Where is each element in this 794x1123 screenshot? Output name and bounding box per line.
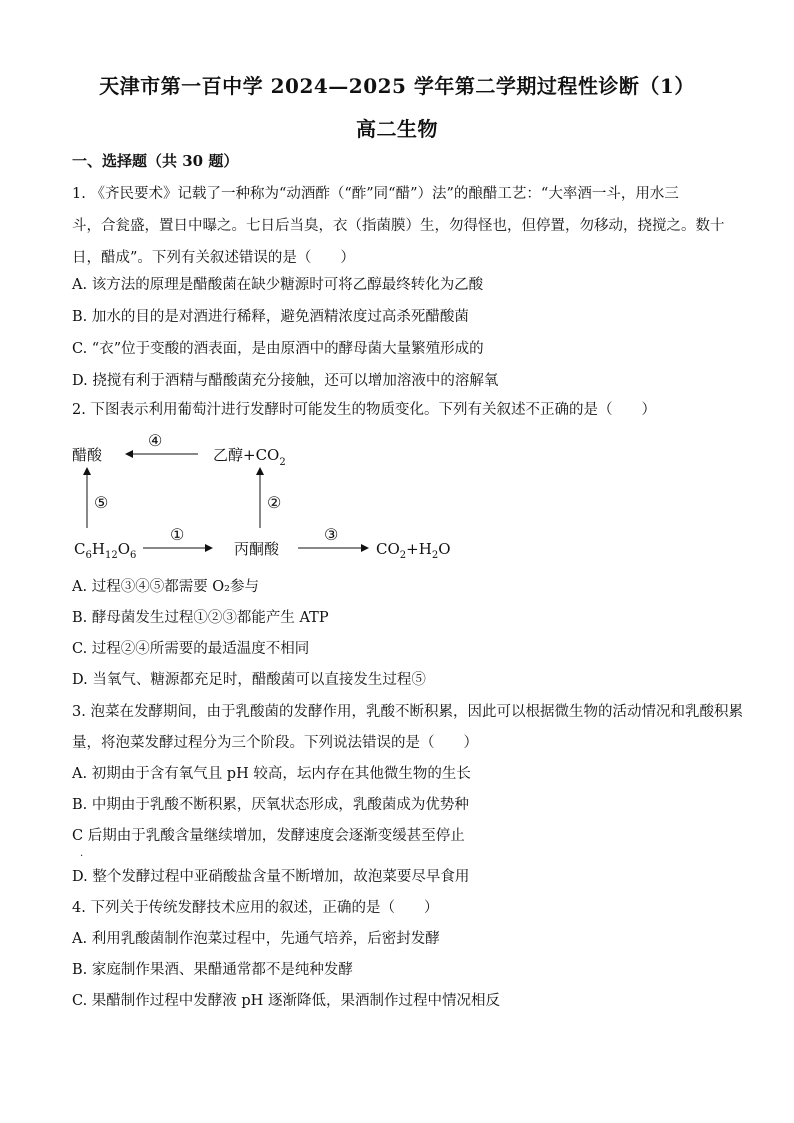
step-1-label: ① xyxy=(170,525,185,544)
q4-option-a: A. 利用乳酸菌制作泡菜过程中，先通气培养，后密封发酵 xyxy=(72,931,440,947)
ethanol-co2-label: 乙醇$+CO_2$ xyxy=(213,446,286,468)
q1-option-a: A. 该方法的原理是醋酸菌在缺少糖源时可将乙醇最终转化为乙酸 xyxy=(72,277,484,293)
q1-stem-line-2: 斗，合瓮盛，置日中曝之。七日后当臭，衣（指菌膜）生，勿得怪也，但停置，勿移动，挠搅之。数十 xyxy=(72,218,725,234)
q2-option-c: C. 过程②④所需要的最适温度不相同 xyxy=(72,641,310,657)
q1-option-d: D. 挠搅有利于酒精与醋酸菌充分接触，还可以增加溶液中的溶解氧 xyxy=(72,373,499,389)
q3-option-c: C 后期由于乳酸含量继续增加，发酵速度会逐渐变缓甚至停止 xyxy=(72,828,465,844)
q2-option-b: B. 酵母菌发生过程①②③都能产生 ATP xyxy=(72,610,329,626)
q2-option-d: D. 当氧气、糖源都充足时，醋酸菌可以直接发生过程⑤ xyxy=(72,672,426,688)
step-5-label: ⑤ xyxy=(94,493,109,512)
q4-option-c: C. 果醋制作过程中发酵液 pH 逐渐降低，果酒制作过程中情况相反 xyxy=(72,993,500,1009)
q2-stem: 2. 下图表示利用葡萄汁进行发酵时可能发生的物质变化。下列有关叙述不正确的是（ ） xyxy=(72,402,656,418)
q3-option-a: A. 初期由于含有氧气且 pH 较高，坛内存在其他微生物的生长 xyxy=(72,766,471,782)
q3-option-b: B. 中期由于乳酸不断积累，厌氧状态形成，乳酸菌成为优势种 xyxy=(72,797,469,813)
q2-option-a: A. 过程③④⑤都需要 O₂参与 xyxy=(72,579,259,595)
stray-mark: . xyxy=(80,848,84,859)
q4-option-b: B. 家庭制作果酒、果醋通常都不是纯种发酵 xyxy=(72,962,353,978)
step-4-label: ④ xyxy=(148,431,163,450)
step-3-label: ③ xyxy=(324,525,339,544)
document-title: 天津市第一百中学 2024—2025 学年第二学期过程性诊断（1） xyxy=(99,74,695,98)
co2-h2o-label: $CO_2+H_2O$ xyxy=(376,540,451,561)
q1-stem-line-1: 1. 《齐民要术》记载了一种称为“动酒酢（“酢”同“醋”）法”的酿醋工艺：“大率酒一斗，用水三 xyxy=(72,186,679,202)
document-subtitle: 高二生物 xyxy=(356,117,438,141)
section-heading: 一、选择题（共 30 题） xyxy=(72,152,239,170)
q1-option-b: B. 加水的目的是对酒进行稀释，避免酒精浓度过高杀死醋酸菌 xyxy=(72,309,469,325)
pyruvate-label: 丙酮酸 xyxy=(234,540,280,558)
acetic-acid-label: 醋酸 xyxy=(72,446,103,464)
glucose-label: $C_6H_{12}O_6$ xyxy=(74,540,137,561)
q1-option-c: C. “衣”位于变酸的酒表面，是由原酒中的酵母菌大量繁殖形成的 xyxy=(72,341,484,357)
fermentation-pathway-diagram xyxy=(60,428,480,568)
q3-option-d: D. 整个发酵过程中亚硝酸盐含量不断增加，故泡菜要尽早食用 xyxy=(72,869,470,885)
q3-stem-line-2: 量，将泡菜发酵过程分为三个阶段。下列说法错误的是（ ） xyxy=(72,735,478,751)
q1-stem-line-3: 日，醋成”。下列有关叙述错误的是（ ） xyxy=(72,250,355,266)
q3-stem-line-1: 3. 泡菜在发酵期间，由于乳酸菌的发酵作用，乳酸不断积累，因此可以根据微生物的活动情况和乳酸积累 xyxy=(72,704,743,720)
step-2-label: ② xyxy=(267,493,282,512)
q4-stem: 4. 下列关于传统发酵技术应用的叙述，正确的是（ ） xyxy=(72,900,439,916)
